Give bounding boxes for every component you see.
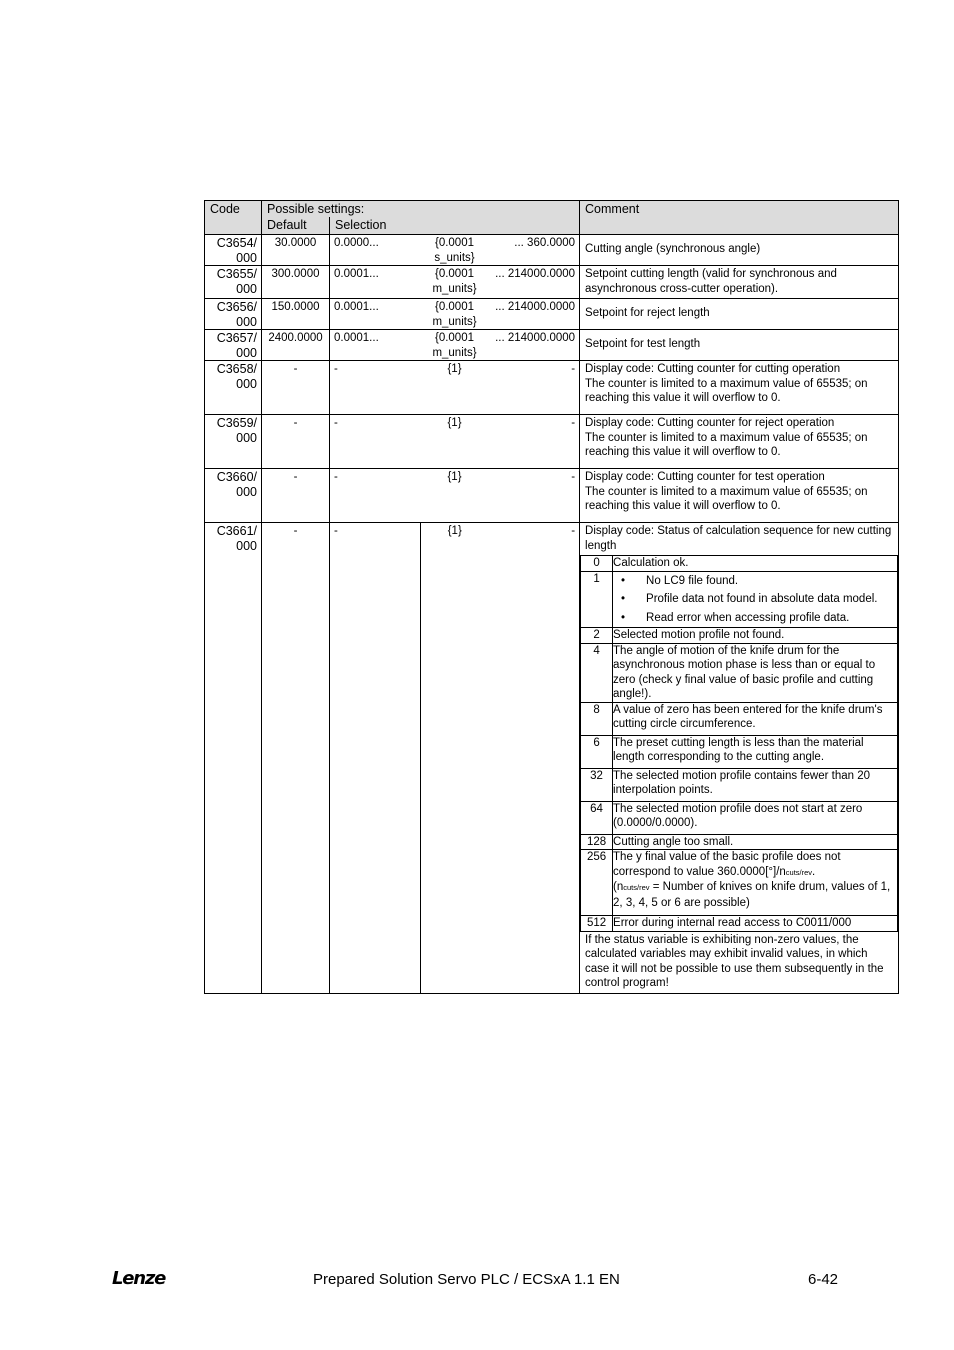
status-row — [581, 801, 898, 834]
selection-unit: s_units} — [434, 251, 475, 264]
selection-step: {0.0001 — [434, 301, 474, 313]
status-text-part: = Number of knives on knife drum, values of 1, 2, 3, 4, 5 or 6 are possible) — [613, 881, 891, 909]
code: C3657/ — [216, 331, 257, 345]
selection-step: {0.0001 — [434, 237, 474, 249]
header-code: Code — [205, 201, 262, 235]
status-row — [581, 571, 898, 628]
selection-min: - — [330, 361, 421, 415]
status-text-part: . — [812, 865, 816, 878]
table-row — [205, 523, 899, 994]
selection-min: - — [330, 415, 421, 469]
status-value: 6 — [581, 735, 613, 768]
status-value: 4 — [581, 643, 613, 702]
header-possible-settings: Possible settings: — [262, 201, 580, 217]
selection-max: - — [489, 415, 580, 469]
status-row — [581, 834, 898, 850]
status-value: 64 — [581, 801, 613, 834]
selection-max: - — [489, 361, 580, 415]
status-value: 512 — [581, 916, 613, 932]
status-row — [581, 628, 898, 644]
status-value: 0 — [581, 556, 613, 572]
table-row — [205, 266, 899, 299]
selection-step: {1} — [447, 363, 462, 375]
selection-min: 0.0001... — [330, 266, 421, 299]
status-row — [581, 702, 898, 735]
selection-unit: m_units} — [432, 315, 477, 328]
comment-title: Display code: Cutting counter for test operation — [585, 471, 825, 483]
status-bullets — [617, 572, 893, 628]
selection-unit: m_units} — [432, 282, 477, 295]
subscript: cuts/rev — [785, 867, 813, 877]
status-text: The selected motion profile contains fewer than 20 interpolation points. — [613, 768, 898, 801]
comment: The counter is limited to a maximum value of 65535; on reaching this value it will overflow to 0. — [585, 431, 868, 458]
status-row — [581, 735, 898, 768]
selection-min: - — [330, 523, 421, 994]
table-row — [205, 330, 899, 361]
comment: The counter is limited to a maximum value of 65535; on reaching this value it will overflow to 0. — [585, 485, 868, 512]
comment: The counter is limited to a maximum value of 65535; on reaching this value it will overflow to 0. — [585, 377, 868, 404]
status-row — [581, 850, 898, 916]
selection-max: ... 214000.0000 — [489, 266, 580, 299]
default-value: - — [262, 361, 330, 415]
selection-min: 0.0001... — [330, 299, 421, 330]
parameter-table — [204, 200, 899, 994]
selection-max: - — [489, 523, 580, 994]
selection-step: {1} — [447, 471, 462, 483]
code-sub: 000 — [236, 314, 257, 329]
table-row — [205, 361, 899, 415]
status-value: 1 — [581, 571, 613, 628]
selection-step: {0.0001 — [434, 332, 474, 344]
status-text: Error during internal read access to C0011/000 — [613, 916, 898, 932]
code: C3654/ — [216, 236, 257, 250]
table-row — [205, 299, 899, 330]
status-value: 128 — [581, 834, 613, 850]
default-value: 150.0000 — [262, 299, 330, 330]
code-sub: 000 — [236, 538, 257, 553]
header-default: Default — [262, 217, 330, 235]
default-value: - — [262, 523, 330, 994]
code: C3660/ — [216, 470, 257, 484]
code: C3659/ — [216, 416, 257, 430]
selection-unit: m_units} — [432, 346, 477, 359]
code-sub: 000 — [236, 430, 257, 445]
lenze-logo: Lenze — [112, 1268, 166, 1289]
bullet-item: • Read error when accessing profile data. — [617, 609, 893, 628]
status-text: The angle of motion of the knife drum for the asynchronous motion phase is less than or equal to zero (check y final value of basic profile and cutting angle!). — [613, 643, 898, 702]
selection-min: - — [330, 469, 421, 523]
comment: Setpoint for test length — [580, 330, 899, 361]
status-value: 256 — [581, 850, 613, 916]
status-value: 2 — [581, 628, 613, 644]
status-value: 32 — [581, 768, 613, 801]
status-text-part: The y final value of the basic profile does not correspond to value 360.0000[°]/n — [613, 851, 841, 878]
status-text: The preset cutting length is less than the material length corresponding to the cutting angle. — [613, 735, 898, 768]
code: C3658/ — [216, 362, 257, 376]
table-row — [205, 469, 899, 523]
code: C3655/ — [216, 267, 257, 281]
selection-max: ... 360.0000 — [489, 235, 580, 266]
default-value: - — [262, 415, 330, 469]
comment-title: Display code: Cutting counter for cutting operation — [585, 363, 841, 375]
code-sub: 000 — [236, 250, 257, 265]
comment: Setpoint for reject length — [580, 299, 899, 330]
status-text: Selected motion profile not found. — [613, 628, 898, 644]
selection-max: - — [489, 469, 580, 523]
code: C3661/ — [216, 524, 257, 538]
status-text: A value of zero has been entered for the knife drum's cutting circle circumference. — [613, 702, 898, 735]
code: C3656/ — [216, 300, 257, 314]
comment-title: Display code: Status of calculation sequence for new cutting length — [585, 525, 892, 552]
footer-title: Prepared Solution Servo PLC / ECSxA 1.1 EN — [313, 1271, 620, 1288]
selection-min: 0.0001... — [330, 330, 421, 361]
selection-max: ... 214000.0000 — [489, 330, 580, 361]
comment: Cutting angle (synchronous angle) — [580, 235, 899, 266]
code-sub: 000 — [236, 345, 257, 360]
table-header — [205, 201, 899, 217]
bullet-item: • Profile data not found in absolute data model. — [617, 590, 893, 609]
status-row — [581, 556, 898, 572]
status-note: If the status variable is exhibiting non-zero values, the calculated variables may exhibit invalid values, in which case it will not be possible to use them subsequently in the control program! — [585, 933, 884, 989]
status-table — [580, 555, 898, 932]
table-row — [205, 415, 899, 469]
selection-min: 0.0000... — [330, 235, 421, 266]
header-comment: Comment — [580, 201, 899, 235]
default-value: 30.0000 — [262, 235, 330, 266]
status-row — [581, 916, 898, 932]
status-text: Calculation ok. — [613, 556, 898, 572]
default-value: - — [262, 469, 330, 523]
default-value: 300.0000 — [262, 266, 330, 299]
code-sub: 000 — [236, 376, 257, 391]
comment-title: Display code: Cutting counter for reject operation — [585, 417, 835, 429]
status-text — [613, 850, 898, 916]
comment: Setpoint cutting length (valid for synchronous and asynchronous cross-cutter operation). — [580, 266, 899, 299]
bullet-item: • No LC9 file found. — [617, 572, 893, 591]
page-number: 6-42 — [808, 1271, 839, 1288]
status-row — [581, 643, 898, 702]
status-value: 8 — [581, 702, 613, 735]
default-value: 2400.0000 — [262, 330, 330, 361]
status-text-part: (n — [613, 881, 624, 893]
status-row — [581, 768, 898, 801]
selection-step: {1} — [447, 417, 462, 429]
table-row — [205, 235, 899, 266]
code-sub: 000 — [236, 484, 257, 499]
status-text: Cutting angle too small. — [613, 834, 898, 850]
selection-step: {1} — [447, 525, 462, 537]
selection-step: {0.0001 — [434, 268, 474, 280]
status-text: The selected motion profile does not start at zero (0.0000/0.0000). — [613, 801, 898, 834]
header-selection: Selection — [330, 217, 580, 235]
code-sub: 000 — [236, 281, 257, 296]
subscript: cuts/rev — [623, 883, 650, 892]
selection-max: ... 214000.0000 — [489, 299, 580, 330]
